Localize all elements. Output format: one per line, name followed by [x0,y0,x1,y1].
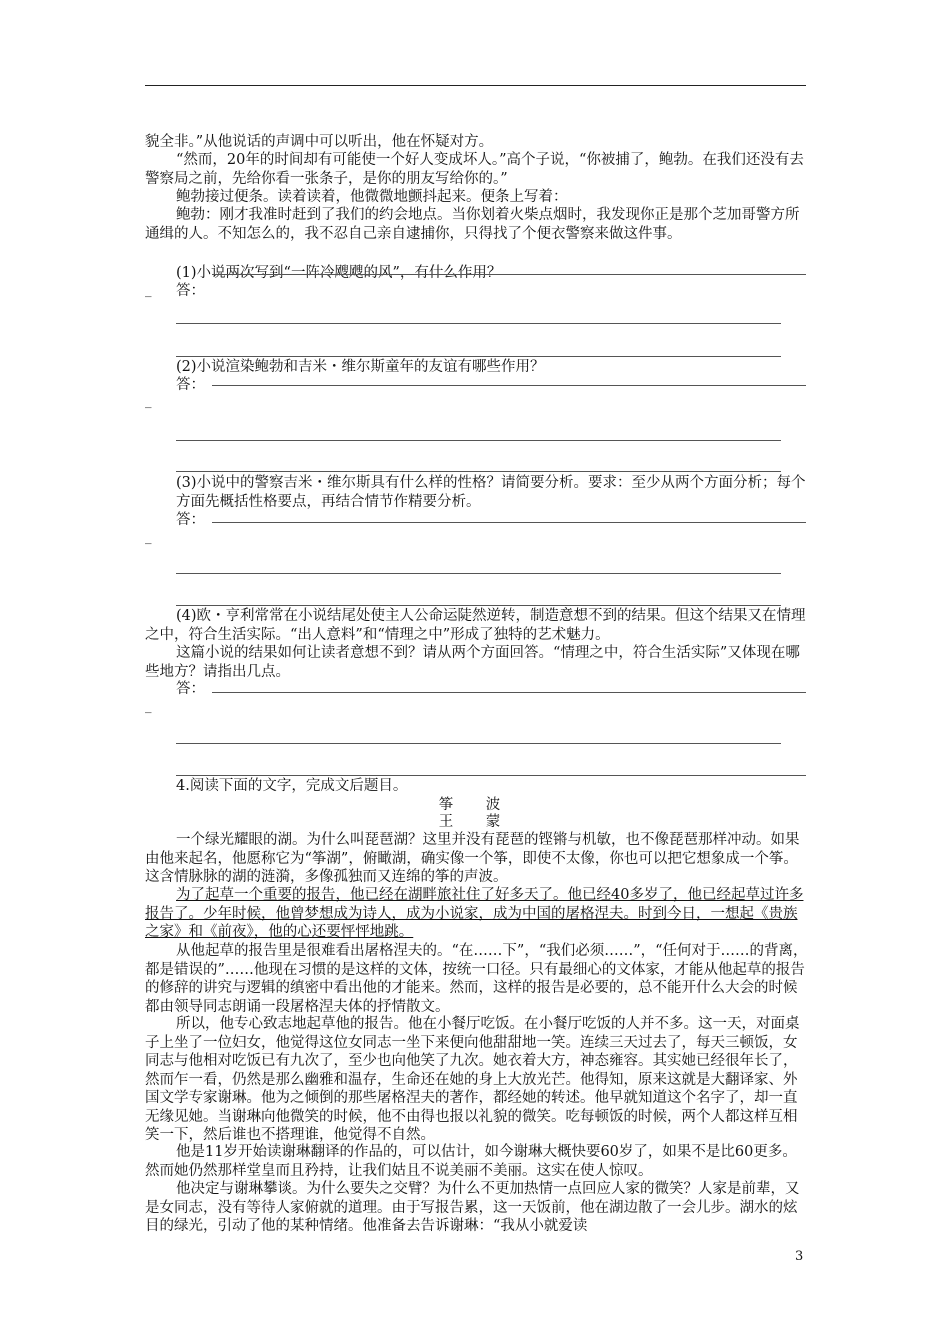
answer-label-3: 答： [176,512,205,528]
story-line-2: “然而，20年的时间却有可能使一个好人变成坏人。”高个子说，“你被捕了，鲍勃。在我们还没有去警察局之前，先给你看一张条子，是你的朋友写给你的。” [145,152,804,187]
answer-line [176,356,781,357]
answer-line [212,385,806,386]
story-line-1: 貌全非。”从他说话的声调中可以听出，他在怀疑对方。 [145,134,494,150]
passage-paragraph-3: 从他起草的报告里是很难看出屠格涅夫的。“在……下”，“我们必须……”，“任何对于……的背离，都是错误的”……他现在习惯的是这样的文体，按统一口径。只有最细心的文体家，才能从他起草的报告的修辞的讲究与逻辑的缜密中看出他的才能来。然而，这样的报告是必要的，总不能开什么大会的时候都由领导同志朗诵一段屠格涅夫体的抒情散文。 [145,943,808,1015]
passage-paragraph-4: 所以，他专心致志地起草他的报告。他在小餐厅吃饭。在小餐厅吃饭的人并不多。这一天，对面桌子上坐了一位妇女，他觉得这位女同志一坐下来便向他甜甜地一笑。连续三天过去了，每天三顿饭，女同志与他相对吃饭已有九次了，至少也向他笑了九次。她衣着大方，神态雍容。其实她已经很年长了，然而乍一看，仍然是那么幽雅和温存，生命还在她的身上大放光芒。他得知，原来这就是大翻译家、外国文学专家谢琳。他为之倾倒的那些屠格涅夫的著作，都经她的转述。他早就知道这个名字了，却一直无缘见她。当谢琳向他微笑的时候，他不由得也报以礼貌的微笑。吃每顿饭的时候，两个人都这样互相笑一下，然后谁也不搭理谁，他觉得不自然。 [145,1016,800,1143]
answer-line [176,440,781,441]
page-number: 3 [795,1249,804,1264]
passage-paragraph-5: 他是11岁开始读谢琳翻译的作品的，可以估计，如今谢琳大概快要60岁了，如果不是比60更多。然而她仍然那样堂皇而且矜持，让我们姑且不说美丽不美丽。这实在使人惊叹。 [145,1144,797,1179]
passage-author: 王 蒙 [438,814,515,830]
answer-line [212,692,806,693]
dash-mark: _ [145,530,152,545]
answer-line [176,775,806,776]
passage-paragraph-6: 他决定与谢琳攀谈。为什么要失之交臂？为什么不更加热情一点回应人家的微笑？人家是前辈，又是女同志，没有等待人家俯就的道理。由于写报告累，这一天饭前，他在湖边散了一会儿步。湖水的炫目的绿光，引动了他的某种情绪。他准备去告诉谢琳：“我从小就爱读 [145,1181,800,1234]
answer-line [176,605,781,606]
dash-mark: _ [145,283,152,298]
answer-label-1: 答： [176,283,205,299]
question-2: (2)小说渲染鲍勃和吉米・维尔斯童年的友谊有哪些作用？ [176,359,545,375]
answer-label-2: 答： [176,377,205,393]
story-line-4: 鲍勃：刚才我准时赶到了我们的约会地点。当你划着火柴点烟时，我发现你正是那个芝加哥警方所通缉的人。不知怎么的，我不忍自己亲自逮捕你，只得找了个便衣警察来做这件事。 [145,207,800,242]
question-3: (3)小说中的警察吉米・维尔斯具有什么样的性格？请简要分析。要求：至少从两个方面分析；每个方面先概括性格要点，再结合情节作精要分析。 [176,475,806,510]
answer-line [212,274,806,275]
answer-line [212,522,806,523]
question-4: 这篇小说的结果如何让读者意想不到？请从两个方面回答。“情理之中，符合生活实际”又体现在哪些地方？请指出几点。 [145,645,800,680]
header-rule [145,85,806,86]
dash-mark: _ [145,394,152,409]
answer-line [176,471,781,472]
answer-line [176,743,781,744]
passage-paragraph-1: 一个绿光耀眼的湖。为什么叫琵琶湖？这里并没有琵琶的铿锵与机敏，也不像琵琶那样冲动。如果由他来起名，他愿称它为“筝湖”，俯瞰湖，确实像一个筝，即使不太像，你也可以把它想象成一个筝。这含情脉脉的湖的涟漪，多像孤独而又连绵的筝的声波。 [145,832,800,885]
answer-line [176,323,781,324]
answer-label-4: 答： [176,681,205,697]
question-4-intro: (4)欧・亨利常常在小说结尾处使主人公命运陡然逆转，制造意想不到的结果。但这个结果又在情理之中，符合生活实际。“出人意料”和“情理之中”形成了独特的艺术魅力。 [145,608,806,643]
passage-paragraph-2: 为了起草一个重要的报告，他已经在湖畔旅社住了好多天了。他已经40多岁了，他已经起草过许多报告了。少年时候，他曾梦想成为诗人，成为小说家，成为中国的屠格涅夫。时到今日，一想起《贵族之家》和《前夜》，他的心还要怦怦地跳。 [145,887,804,940]
question-1: (1)小说两次写到“一阵冷飕飕的风”，有什么作用？ [176,265,502,281]
dash-mark: _ [145,699,152,714]
section-4-prompt: 4.阅读下面的文字，完成文后题目。 [176,778,408,794]
story-line-3: 鲍勃接过便条。读着读着，他微微地颤抖起来。便条上写着： [176,189,568,205]
passage-title: 筝 波 [438,797,515,813]
answer-line [176,573,781,574]
